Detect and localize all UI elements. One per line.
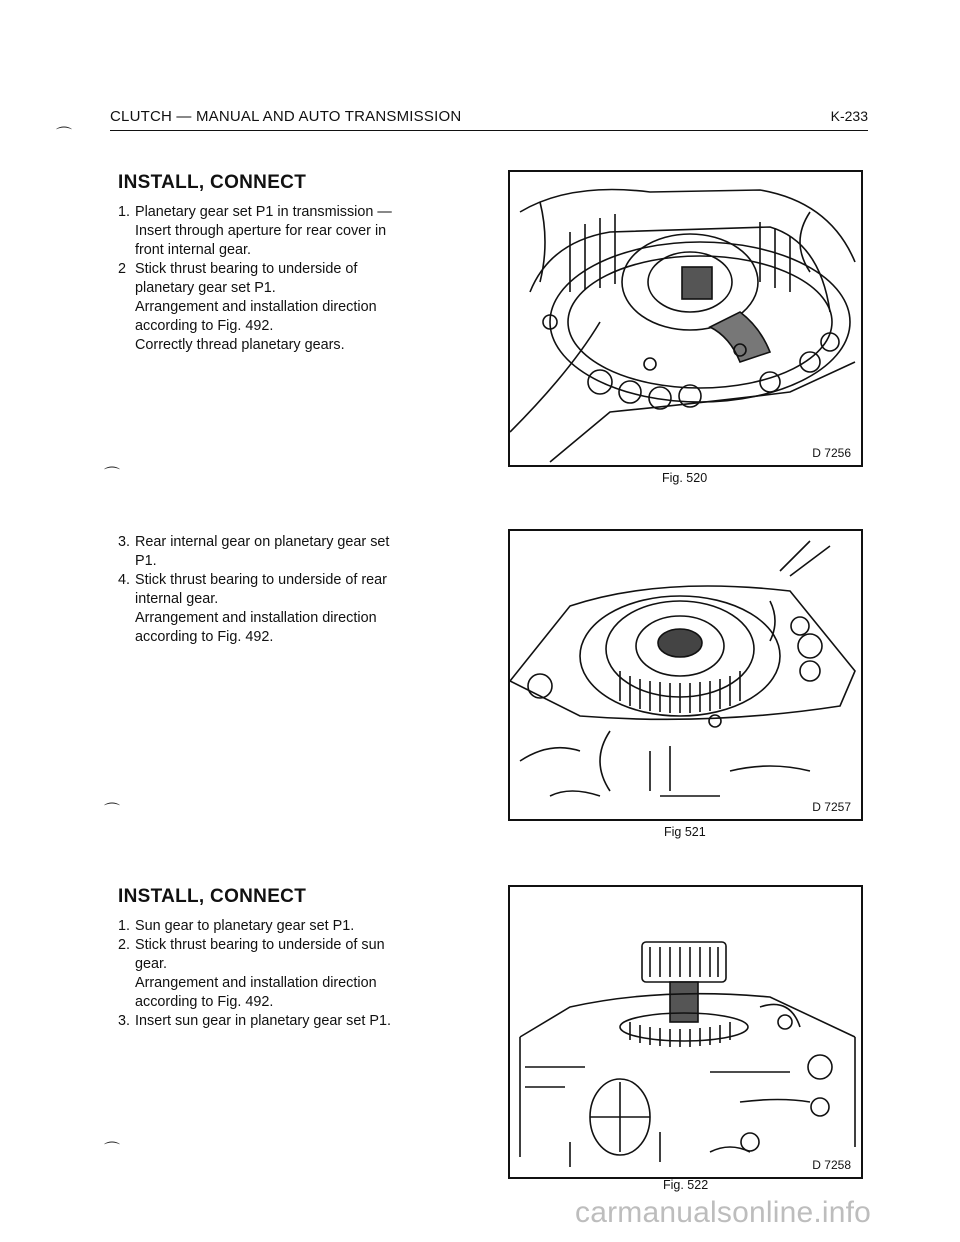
- step-text: [135, 203, 448, 260]
- section-3-heading: INSTALL, CONNECT: [118, 886, 307, 907]
- figure-521-image: [508, 529, 863, 821]
- step-2: [118, 936, 448, 1012]
- step-line: Rear internal gear on planetary gear set: [135, 534, 390, 550]
- step-line: Insert sun gear in planetary gear set P1.: [135, 1013, 391, 1029]
- figure-code: D 7256: [812, 446, 851, 460]
- step-line: Stick thrust bearing to underside of: [135, 261, 358, 277]
- step-number: 1.: [118, 918, 131, 934]
- watermark-text: carmanualsonline.info: [575, 1196, 872, 1229]
- step-line: Arrangement and installation direction: [135, 610, 377, 626]
- step-line: Sun gear to planetary gear set P1.: [135, 918, 355, 934]
- step-line: Planetary gear set P1 in transmission —: [135, 204, 392, 220]
- figure-522-caption: Fig. 522: [663, 1178, 709, 1192]
- step-line: Arrangement and installation direction: [135, 975, 377, 991]
- step-text: [135, 260, 448, 355]
- step-4: [118, 571, 448, 647]
- step-line: gear.: [135, 956, 168, 972]
- step-line: Stick thrust bearing to underside of sun: [135, 937, 385, 953]
- section-2-body: [118, 533, 448, 647]
- step-line: internal gear.: [135, 591, 219, 607]
- header-title: CLUTCH — MANUAL AND AUTO TRANSMISSION: [110, 108, 462, 125]
- step-number: 2.: [118, 937, 131, 953]
- step-text: [135, 936, 448, 1012]
- rear-internal-gear-illustration: [510, 531, 861, 819]
- scan-mark-1: ⌒: [56, 127, 73, 144]
- figure-520-caption: Fig. 520: [662, 471, 708, 485]
- section-1-body: [118, 203, 448, 355]
- step-1: [118, 917, 448, 936]
- step-3: [118, 1012, 448, 1031]
- step-number: 1.: [118, 204, 131, 220]
- sun-gear-illustration: [510, 887, 861, 1177]
- step-line: front internal gear.: [135, 242, 251, 258]
- step-3: [118, 533, 448, 571]
- step-line: Insert through aperture for rear cover in: [135, 223, 387, 239]
- figure-520-image: [508, 170, 863, 467]
- step-number: 3.: [118, 1013, 131, 1029]
- step-line: Correctly thread planetary gears.: [135, 337, 345, 353]
- step-text: [135, 533, 448, 571]
- step-line: according to Fig. 492.: [135, 994, 274, 1010]
- step-line: according to Fig. 492.: [135, 318, 274, 334]
- planetary-gear-illustration: [510, 172, 861, 465]
- section-1-heading: INSTALL, CONNECT: [118, 172, 307, 193]
- step-text: [135, 571, 448, 647]
- page-header: [110, 108, 868, 131]
- step-line: P1.: [135, 553, 157, 569]
- scan-mark-4: ⌒: [104, 1142, 121, 1159]
- step-number: 2: [118, 261, 127, 277]
- step-2: [118, 260, 448, 355]
- step-number: 3.: [118, 534, 131, 550]
- step-line: Stick thrust bearing to underside of rear: [135, 572, 387, 588]
- step-line: according to Fig. 492.: [135, 629, 274, 645]
- step-line: planetary gear set P1.: [135, 280, 276, 296]
- step-1: [118, 203, 448, 260]
- step-text: [135, 917, 448, 936]
- figure-code: D 7257: [812, 800, 851, 814]
- step-line: Arrangement and installation direction: [135, 299, 377, 315]
- scan-mark-3: ⌒: [104, 803, 121, 820]
- step-text: [135, 1012, 448, 1031]
- step-number: 4.: [118, 572, 131, 588]
- figure-522-image: [508, 885, 863, 1179]
- scan-mark-2: ⌒: [104, 467, 121, 484]
- page-number: K-233: [830, 108, 868, 124]
- figure-521-caption: Fig 521: [664, 825, 706, 839]
- section-3-body: [118, 917, 448, 1031]
- figure-code: D 7258: [812, 1158, 851, 1172]
